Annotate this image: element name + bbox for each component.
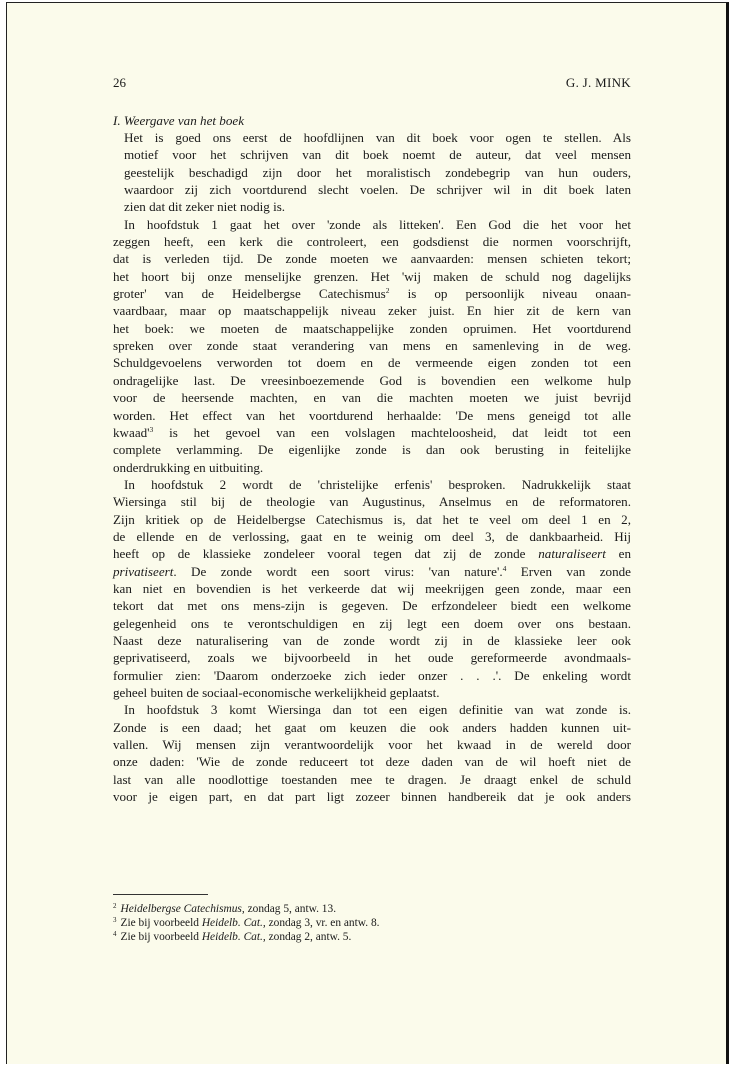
paragraph-1 xyxy=(113,129,631,216)
text-line: kan niet en bovendien is het verkeerde dat wij meekrijgen geen zonde, maar een xyxy=(113,580,631,596)
running-header xyxy=(113,74,631,92)
text-line-with-ref xyxy=(113,563,631,580)
paragraph-3 xyxy=(113,476,631,701)
footnote-mark: 2 xyxy=(113,902,117,910)
footnote-text: zondag 2, antw. 5. xyxy=(268,931,352,943)
text-line: In hoofdstuk 3 komt Wiersinga dan tot een eigen definitie van wat zonde is. xyxy=(124,702,631,718)
text-line: In hoofdstuk 1 gaat het over 'zonde als litteken'. Een God die het voor het xyxy=(124,216,631,232)
text-line: Zonde is een daad; het gaat om keuzen die ook anders hadden kunnen uit- xyxy=(113,719,631,735)
text-line: spreken over zonde staat verandering van mens en samenleving in de weg. xyxy=(113,338,631,354)
footnote-title: Heidelb. Cat., xyxy=(201,917,266,929)
text-line: onze daden: 'Wie de zonde reduceert tot deze daden van de wil hoeft niet de xyxy=(113,754,631,770)
text-line: Het is goed ons eerst de hoofdlijnen van dit boek voor ogen te stellen. Als xyxy=(124,130,631,145)
text-line: tekort dat met ons mens-zijn is gegeven. De erfzondeleer biedt een welkome xyxy=(113,598,631,614)
text-segment: . De zonde wordt een soort virus: 'van nature'. xyxy=(173,563,503,579)
paragraph-2 xyxy=(113,216,631,476)
footnotes xyxy=(113,902,631,944)
text-segment: heeft op de klassieke zondeleer vooral tegen dat zij de zonde xyxy=(113,546,526,562)
footnote-text: Zie bij voorbeeld xyxy=(120,931,199,943)
footnote-title: Heidelb. Cat., xyxy=(201,931,266,943)
text-segment: groter' van de Heidelbergse Catechismus xyxy=(113,286,386,302)
text-line: het hoort bij onze menselijke grenzen. Het 'wij maken de schuld nog dagelijks xyxy=(113,268,631,284)
footnote-text: zondag 5, antw. 13. xyxy=(247,903,337,915)
text-line: dat is verleden tijd. De zonde moeten we aanvaarden: mensen schieten tekort; xyxy=(113,251,631,267)
text-line: geestelijk beschadigd zijn door het moralistisch zondebegrip van hun ouders, xyxy=(124,164,631,180)
text-segment: is op persoonlijk niveau onaan- xyxy=(407,286,631,302)
text-line: onderdrukking en uitbuiting. xyxy=(113,459,264,475)
italic-term: privatiseert xyxy=(113,563,174,579)
page-number: 26 xyxy=(113,75,126,90)
footnote-text: zondag 3, vr. en antw. 8. xyxy=(268,917,380,929)
section-heading xyxy=(113,112,631,129)
text-line: voor de heersende machten, en van die machten moeten we juist bevrijd xyxy=(113,390,631,406)
text-line: worden. Het effect van het voortdurend herhaalde: 'De mens geneigd tot alle xyxy=(113,407,631,423)
text-line: complete verlamming. De eigenlijke zonde is dan ook berusting in feitelijke xyxy=(113,442,631,458)
italic-term: naturaliseert xyxy=(538,546,606,562)
footnote-ref-2[interactable]: 2 xyxy=(385,286,390,296)
text-line: In hoofdstuk 2 wordt de 'christelijke erfenis' besproken. Nadrukkelijk staat xyxy=(124,476,631,492)
text-line: Naast deze naturalisering van de zonde wordt zij in de klassieke leer ook xyxy=(113,632,631,648)
text-segment: en xyxy=(618,546,631,562)
footnote-divider xyxy=(113,894,208,895)
footnote-title: Heidelbergse Catechismus, xyxy=(120,903,245,915)
footnote-3 xyxy=(113,916,631,930)
section-title: Weergave van het boek xyxy=(123,113,245,128)
text-line: de ellende en de verlossing, gaat en te weinig om deel 3, de dankbaarheid. Hij xyxy=(113,528,631,544)
text-line: gelegenheid ons te verontschuldigen en zij legt een doem over ons bestaan. xyxy=(113,615,631,631)
footnote-4 xyxy=(113,930,631,944)
text-line-with-italic xyxy=(113,545,631,562)
paragraph-4 xyxy=(113,701,631,805)
text-line-with-ref xyxy=(113,424,631,441)
footnote-mark: 4 xyxy=(113,930,117,938)
text-line: vallen. Wij mensen zijn verantwoordelijk voor het kwaad in de wereld door xyxy=(113,737,631,753)
page-content xyxy=(113,74,631,805)
text-line: voor je eigen part, en dat part ligt zozeer binnen handbereik dat je ook anders xyxy=(113,789,631,805)
text-line: ondragelijke last. De vreesinboezemende God is bovendien een welkome hulp xyxy=(113,372,631,388)
footnote-2 xyxy=(113,902,631,916)
text-line: zeggen heeft, een kerk die controleert, een godsdienst die normen voorschrijft, xyxy=(113,234,631,250)
footnote-ref-4[interactable]: 4 xyxy=(502,563,507,573)
text-line: motief voor het schrijven van dit boek noemt de auteur, dat veel mensen xyxy=(124,147,631,163)
text-line-with-ref xyxy=(113,285,631,302)
text-segment: Erven van zonde xyxy=(520,563,631,579)
text-line: waardoor zij zich voortdurend slecht voelen. De schrijver wil in dit boek laten xyxy=(124,182,631,198)
text-line: Schuldgevoelens verworden tot doem en de vermeende eigen zonden tot een xyxy=(113,355,631,371)
running-author: G. J. MINK xyxy=(565,75,631,90)
text-line: geprivatiseerd, zoals we bijvoorbeeld in het oude gereformeerde avondmaals- xyxy=(113,650,631,666)
text-line: last van alle noodlottige toestanden mee te dragen. Je draagt enkel de schuld xyxy=(113,771,631,787)
section-number: I. xyxy=(113,113,121,128)
text-segment: is het gevoel van een volslagen machteloosheid, dat leidt tot een xyxy=(169,424,631,440)
footnote-text: Zie bij voorbeeld xyxy=(120,917,199,929)
text-segment: kwaad' xyxy=(113,424,150,440)
text-line: Wiersinga stil bij de theologie van Augustinus, Anselmus en de reformatoren. xyxy=(113,494,631,510)
text-line: het boek: we moeten de maatschappelijke zonden opruimen. Het voortdurend xyxy=(113,320,631,336)
text-line: zien dat dit zeker niet nodig is. xyxy=(124,199,286,215)
text-line: vaardbaar, maar op maatschappelijk niveau zeker juist. En hier zit de kern van xyxy=(113,303,631,319)
text-line: formulier zien: 'Daarom onderzoeke zich ieder onzer . . .'. De enkeling wordt xyxy=(113,667,631,683)
footnote-ref-3[interactable]: 3 xyxy=(149,424,154,434)
text-line: Zijn kritiek op de Heidelbergse Catechismus is, dat het te veel om deel 1 en 2, xyxy=(113,511,631,527)
footnote-mark: 3 xyxy=(113,916,117,924)
text-line: geheel buiten de sociaal-economische werkelijkheid geplaatst. xyxy=(113,685,440,700)
